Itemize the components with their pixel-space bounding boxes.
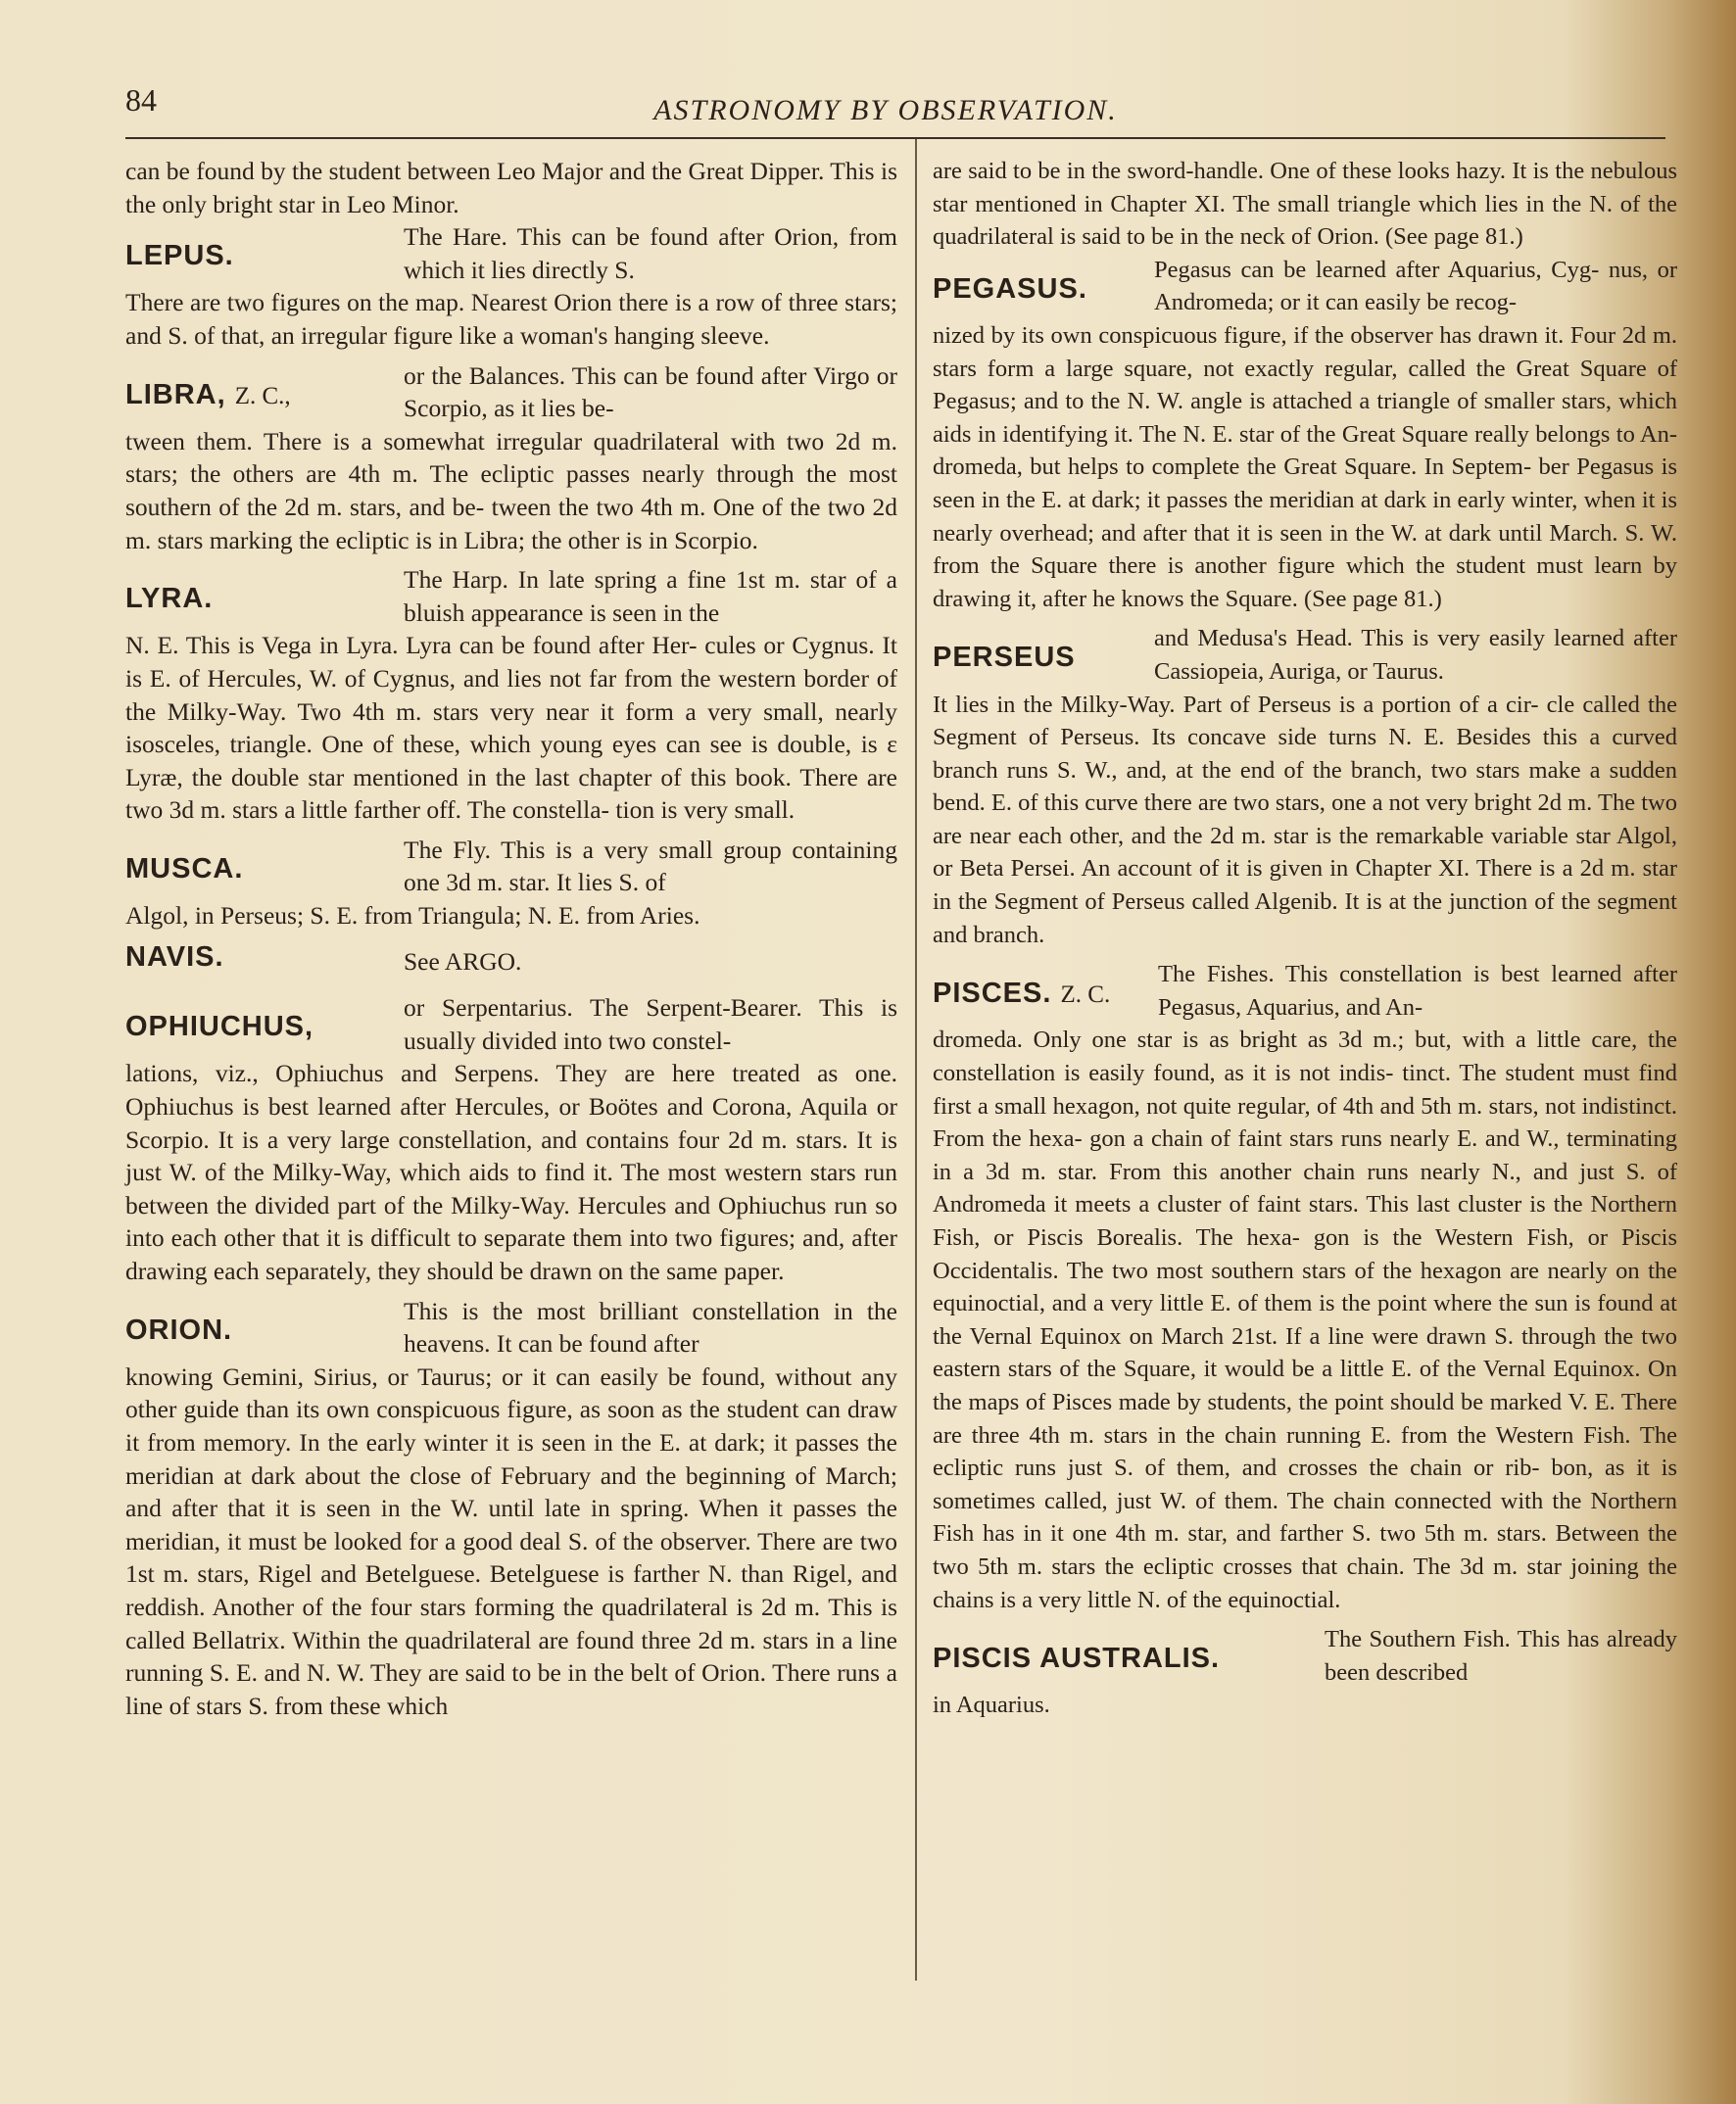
entry-body: tween them. There is a somewhat irregular quadrilateral with two 2d m. stars; the others are 4th m. The ecliptic passes nearly through the most southern of the 2d m. stars, and be- tween the two 4th m. One of the two 2d m. stars marking the ecliptic is in Libra; the other is in Scorpio. bbox=[125, 426, 897, 554]
entry-lead: The Fly. This is a very small group containing one 3d m. star. It lies S. of bbox=[404, 835, 897, 897]
entry-heading: PERSEUS bbox=[933, 642, 1076, 674]
page-number: 84 bbox=[125, 82, 157, 118]
entry-musca bbox=[125, 834, 897, 932]
column-divider bbox=[915, 139, 917, 1981]
entry-body: It lies in the Milky-Way. Part of Perseus is a portion of a cir- cle called the Segment of Perseus. Its concave side turns N. E. Besides this a curved branch runs S. W., and, at the end of the branch, two stars make a sudden bend. E. of this curve there are two stars, one a not very bright 2d m. The two are near each other, and the 2d m. star is the remarkable variable star Algol, or Beta Persei. An account of it is given in Chapter XI. There is a 2d m. star in the Segment of Perseus called Algenib. It is at the junction of the segment and branch. bbox=[933, 691, 1677, 948]
entry-pisces bbox=[933, 958, 1677, 1616]
entry-body: lations, viz., Ophiuchus and Serpens. They are here treated as one. Ophiuchus is best learned after Hercules, or Boötes and Corona, Aquila or Scorpio. It is a very large constellation, and contains four 2d m. stars. It is just W. of the Milky-Way, which aids to find it. The most western stars run between the divided part of the Milky-Way. Hercules and Ophiuchus run so into each other that it is difficult to separate them into two figures; and, after drawing each separately, they should be drawn on the same paper. bbox=[125, 1059, 897, 1285]
entry-navis bbox=[125, 939, 897, 979]
entry-lepus bbox=[125, 220, 897, 352]
entry-body: knowing Gemini, Sirius, or Taurus; or it can easily be found, without any other guide than its own conspicuous figure, as soon as the student can draw it from memory. In the early winter it is seen in the E. at dark; it passes the meridian at dark about the close of February and the beginning of March; and after that it is seen in the W. until late in spring. When it passes the meridian, it must be looked for a good deal S. of the observer. There are two 1st m. stars, Rigel and Betelguese. Betelguese is farther N. than Rigel, and reddish. Another of the four stars forming the quadrilateral is 2d m. This is called Bellatrix. Within the quadrilateral are found three 2d m. stars in a line running S. E. and N. W. They are said to be in the belt of Orion. There runs a line of stars S. from these which bbox=[125, 1362, 897, 1720]
entry-lead: The Fishes. This constellation is best learned after Pegasus, Aquarius, and An- bbox=[1158, 961, 1677, 1021]
entry-lead: The Southern Fish. This has already been described bbox=[1325, 1626, 1677, 1686]
left-intro-paragraph: can be found by the student between Leo Major and the Great Dipper. This is the only bright star in Leo Minor. bbox=[125, 157, 897, 218]
entry-body: N. E. This is Vega in Lyra. Lyra can be found after Her- cules or Cygnus. It is E. of Hercules, W. of Cygnus, and lies not far from the western border of the Milky-Way. Two 4th m. stars very near it form a very small, nearly isosceles, triangle. One of these, which young eyes can see is double, is ε Lyræ, the double star mentioned in the last chapter of this book. There are two 3d m. stars a little farther off. The constella- tion is very small. bbox=[125, 631, 897, 825]
entry-pegasus bbox=[933, 254, 1677, 616]
entry-body: dromeda. Only one star is as bright as 3d m.; but, with a little care, the constellation is easily found, as it is not indis- tinct. The student must find first a small hexagon, not quite regular, of 4th and 5th m. stars, not indistinct. From the hexa- gon a chain of faint stars runs nearly E. and W., terminating in a 3d m. star. From this another chain runs nearly N., and just S. of Andromeda it meets a cluster of faint stars. This last cluster is the Northern Fish, or Piscis Borealis. The hexa- gon is the Western Fish, or Piscis Occidentalis. The two most southern stars of the hexagon are nearly on the equinoctial, and a very little E. of them is the point where the sun is found at the Vernal Equinox on March 21st. If a line were drawn S. through the two eastern stars of the Square, it would be a little E. of the Vernal Equinox. On the maps of Pisces made by students, the point should be marked V. E. There are three 4th m. stars in the chain running E. from the Western Fish. The ecliptic runs just S. of them, and crosses the chain or rib- bon, as it is sometimes called, just W. of them. The chain connected with the Northern Fish has in it one 4th m. star, and farther S. two 5th m. stars. Between the two 5th m. stars the ecliptic crosses that chain. The 3d m. star joining the chains is a very little N. of the equinoctial. bbox=[933, 1027, 1677, 1613]
entry-heading: PISCES. Z. C. bbox=[933, 978, 1111, 1010]
entry-body: Algol, in Perseus; S. E. from Triangula; N. E. from Aries. bbox=[125, 901, 700, 931]
entry-heading: LYRA. bbox=[125, 583, 214, 615]
right-column bbox=[933, 155, 1677, 1729]
entry-lead: The Harp. In late spring a fine 1st m. star of a bluish appearance is seen in the bbox=[404, 565, 897, 627]
entry-heading: LIBRA, Z. C., bbox=[125, 378, 291, 410]
entry-lead: or Serpentarius. The Serpent-Bearer. This is usually divided into two constel- bbox=[404, 993, 897, 1055]
entry-heading: PISCIS AUSTRALIS. bbox=[933, 1643, 1221, 1675]
header-rule bbox=[125, 137, 1665, 139]
entry-heading: LEPUS. bbox=[125, 240, 234, 272]
entry-libra bbox=[125, 359, 897, 557]
entry-lead: The Hare. This can be found after Orion, from which it lies directly S. bbox=[404, 222, 897, 284]
entry-heading: NAVIS. bbox=[125, 940, 224, 973]
entry-orion bbox=[125, 1295, 897, 1723]
entry-heading: ORION. bbox=[125, 1314, 233, 1346]
left-column bbox=[125, 155, 897, 1729]
entry-lead: See ARGO. bbox=[404, 946, 522, 976]
entry-heading: MUSCA. bbox=[125, 852, 244, 885]
entry-lyra bbox=[125, 563, 897, 827]
entry-perseus bbox=[933, 622, 1677, 951]
entry-body: There are two figures on the map. Nearest Orion there is a row of three stars; and S. of that, an irregular figure like a woman's hanging sleeve. bbox=[125, 288, 897, 350]
entry-ophiuchus bbox=[125, 991, 897, 1287]
entry-heading: PEGASUS. bbox=[933, 272, 1087, 305]
running-title: ASTRONOMY BY OBSERVATION. bbox=[653, 94, 1118, 126]
entry-body: in Aquarius. bbox=[933, 1692, 1050, 1719]
entry-lead: This is the most brilliant constellation in the heavens. It can be found after bbox=[404, 1296, 897, 1359]
entry-piscis-australis bbox=[933, 1623, 1677, 1722]
entry-lead: and Medusa's Head. This is very easily learned after Cassiopeia, Auriga, or Taurus. bbox=[1154, 625, 1677, 685]
zodiac-mark: Z. C., bbox=[234, 382, 291, 409]
entry-body: nized by its own conspicuous figure, if the observer has drawn it. Four 2d m. stars form a large square, not exactly regular, called the Great Square of Pegasus; and to the N. W. angle is attached a triangle of smaller stars, which aids in identifying it. The N. E. star of the Great Square really belongs to An- dromeda, but helps to complete the Great Square. In Septem- ber Pegasus is seen in the E. at dark; it passes the meridian at dark in early winter, when it is nearly overhead; and after that it is seen in the W. at dark until March. S. W. from the Square there is another figure which the student must learn by drawing it, after he knows the Square. (See page 81.) bbox=[933, 321, 1677, 612]
zodiac-mark: Z. C. bbox=[1060, 981, 1111, 1009]
entry-lead: Pegasus can be learned after Aquarius, Cyg- nus, or Andromeda; or it can easily be recog- bbox=[1154, 256, 1677, 316]
entry-heading: OPHIUCHUS, bbox=[125, 1011, 314, 1043]
page-header bbox=[125, 76, 1646, 135]
right-intro-paragraph: are said to be in the sword-handle. One of these looks hazy. It is the nebulous star mentioned in Chapter XI. The small triangle which lies in the N. of the quadrilateral is said to be in the neck of Orion. (See page 81.) bbox=[933, 158, 1677, 251]
entry-lead: or the Balances. This can be found after Virgo or Scorpio, as it lies be- bbox=[404, 360, 897, 423]
